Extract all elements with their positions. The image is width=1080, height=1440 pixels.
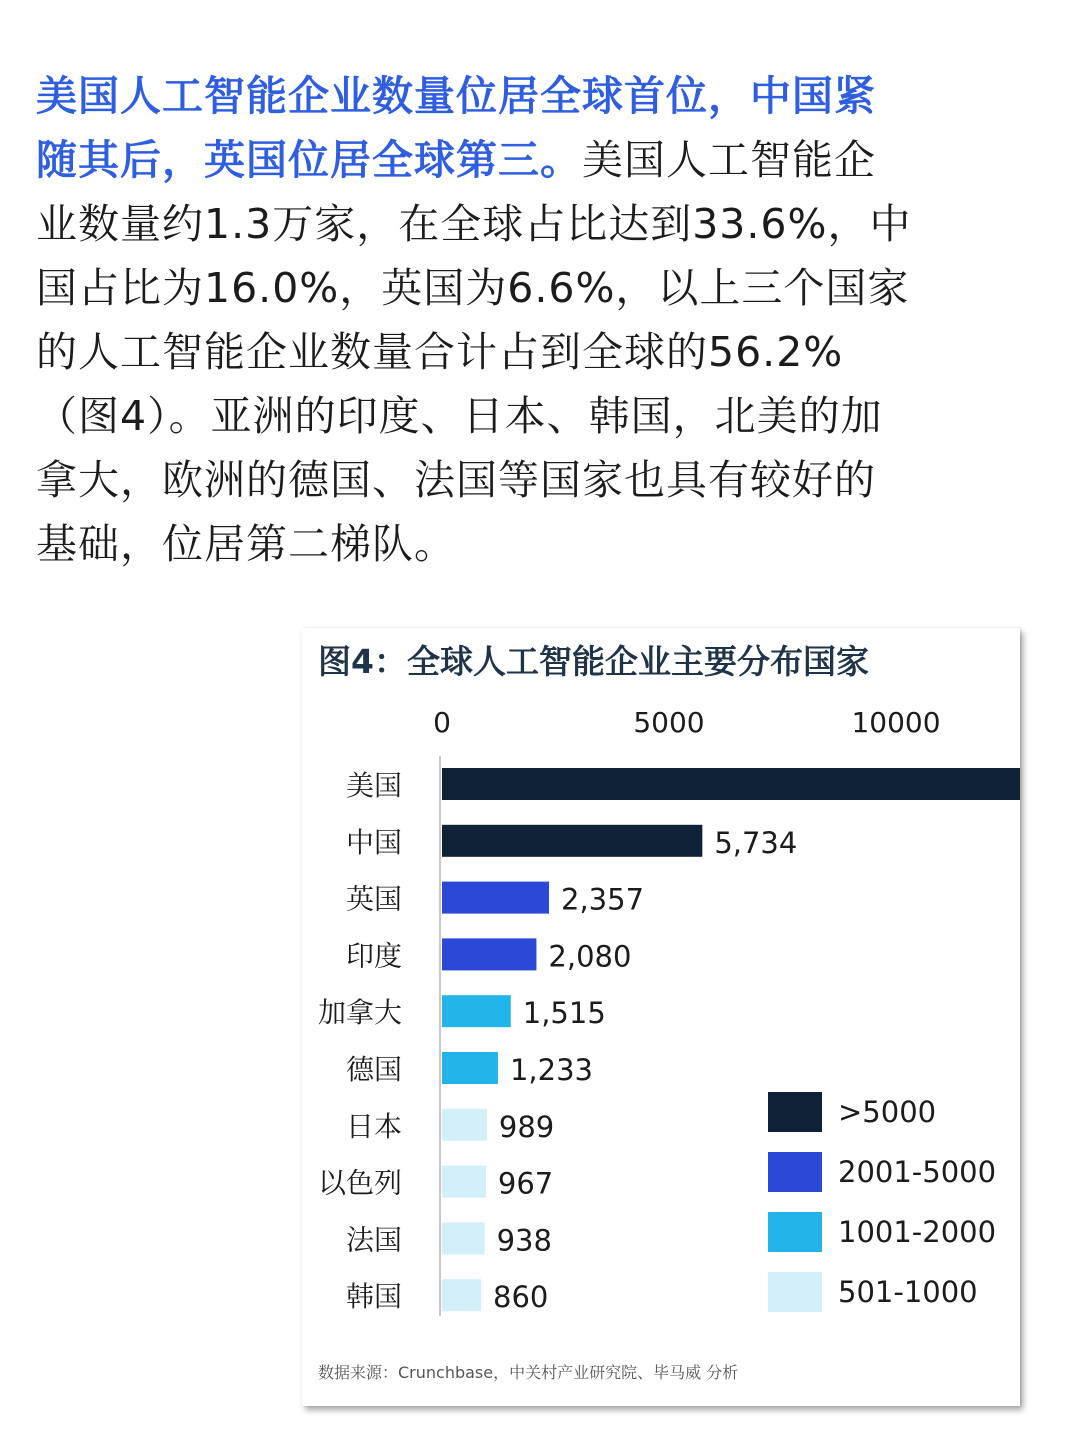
bar-1 bbox=[442, 825, 702, 857]
bar-2 bbox=[442, 882, 549, 914]
intro-highlight: 美国人工智能企业数量位居全球首位，中国紧随其后，英国位居全球第三。 bbox=[36, 72, 876, 184]
chart-source: 数据来源：Crunchbase，中关村产业研究院、毕马威 分析 bbox=[318, 1363, 739, 1382]
legend-label-5000: >5000 bbox=[838, 1095, 937, 1129]
bar-8 bbox=[442, 1222, 485, 1254]
category-label-2: 英国 bbox=[345, 882, 402, 916]
legend-swatch-2001-5000 bbox=[768, 1152, 822, 1192]
value-label-1: 5,734 bbox=[714, 825, 798, 860]
bar-0 bbox=[442, 768, 1020, 800]
category-label-4: 加拿大 bbox=[317, 996, 402, 1030]
legend-label-1001-2000: 1001-2000 bbox=[838, 1215, 997, 1249]
bar-chart bbox=[302, 628, 1020, 1348]
legend-label-2001-5000: 2001-5000 bbox=[838, 1155, 997, 1189]
value-label-3: 2,080 bbox=[548, 939, 632, 974]
x-tick-label-5000: 5000 bbox=[633, 706, 705, 739]
bar-6 bbox=[442, 1109, 487, 1141]
x-tick-label-10000: 10000 bbox=[851, 706, 941, 739]
legend-swatch-501-1000 bbox=[768, 1272, 822, 1312]
bar-9 bbox=[442, 1279, 481, 1311]
legend-swatch-1001-2000 bbox=[768, 1212, 822, 1252]
category-label-0: 美国 bbox=[345, 769, 402, 802]
category-label-3: 印度 bbox=[345, 939, 402, 973]
bar-5 bbox=[442, 1052, 498, 1084]
bar-3 bbox=[442, 938, 536, 970]
category-label-5: 德国 bbox=[345, 1053, 402, 1086]
legend-label-501-1000: 501-1000 bbox=[838, 1275, 978, 1309]
bar-7 bbox=[442, 1166, 486, 1198]
category-label-8: 法国 bbox=[345, 1223, 402, 1257]
value-label-2: 2,357 bbox=[561, 882, 645, 917]
bar-4 bbox=[442, 995, 511, 1027]
value-label-4: 1,515 bbox=[522, 996, 606, 1031]
chart-title: 图4：全球人工智能企业主要分布国家 bbox=[318, 642, 869, 681]
value-label-9: 860 bbox=[493, 1280, 549, 1315]
intro-body: 美国人工智能企业数量约1.3万家，在全球占比达到33.6%，中国占比为16.0%，英国为6.6%，以上三个国家的人工智能企业数量合计占到全球的56.2%（图4）。亚洲的印度、日本、韩国，北美的加拿大，欧洲的德国、法国等国家也具有较好的基础，位居第二梯队。 bbox=[36, 136, 912, 568]
category-label-6: 日本 bbox=[345, 1109, 402, 1143]
chart-card bbox=[302, 628, 1020, 1406]
intro-paragraph bbox=[36, 64, 916, 576]
value-label-7: 967 bbox=[497, 1166, 554, 1201]
category-label-9: 韩国 bbox=[345, 1280, 402, 1314]
category-label-7: 以色列 bbox=[317, 1166, 402, 1200]
value-label-8: 938 bbox=[496, 1223, 552, 1258]
category-label-1: 中国 bbox=[345, 825, 402, 859]
value-label-6: 989 bbox=[498, 1109, 555, 1144]
x-tick-label-0: 0 bbox=[433, 706, 451, 739]
value-label-5: 1,233 bbox=[509, 1053, 594, 1087]
legend-swatch-5000 bbox=[768, 1092, 822, 1132]
